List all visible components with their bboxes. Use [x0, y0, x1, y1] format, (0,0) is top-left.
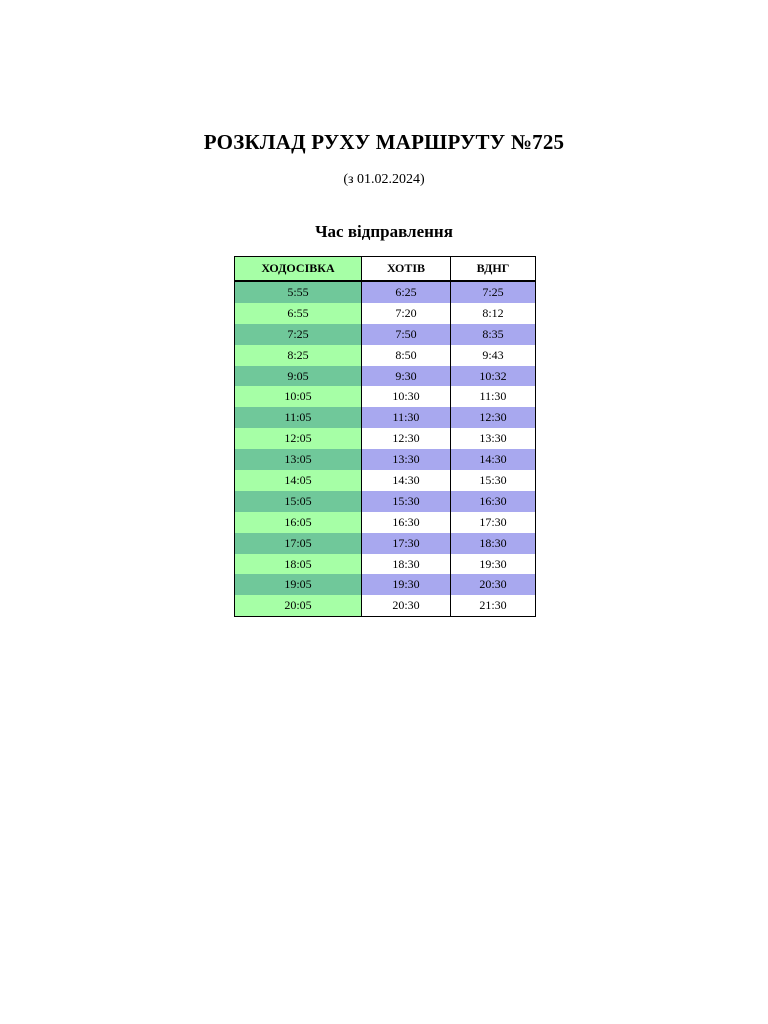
table-row — [235, 345, 536, 366]
section-heading: Час відправлення — [315, 222, 453, 241]
time-cell: 10:05 — [235, 386, 362, 407]
time-cell: 7:25 — [235, 324, 362, 345]
time-cell: 19:30 — [451, 554, 536, 575]
column-header-khotiv: ХОТІВ — [362, 257, 451, 282]
time-cell: 11:30 — [362, 407, 451, 428]
time-cell: 9:43 — [451, 345, 536, 366]
time-cell: 21:30 — [451, 595, 536, 616]
table-row — [235, 303, 536, 324]
table-row — [235, 407, 536, 428]
time-cell: 14:05 — [235, 470, 362, 491]
time-cell: 8:35 — [451, 324, 536, 345]
time-cell: 17:30 — [362, 533, 451, 554]
time-cell: 13:30 — [451, 428, 536, 449]
time-cell: 10:32 — [451, 366, 536, 387]
table-row — [235, 491, 536, 512]
time-cell: 11:05 — [235, 407, 362, 428]
time-cell: 6:25 — [362, 281, 451, 303]
time-cell: 9:05 — [235, 366, 362, 387]
time-cell: 10:30 — [362, 386, 451, 407]
table-row — [235, 574, 536, 595]
time-cell: 15:30 — [362, 491, 451, 512]
time-cell: 8:50 — [362, 345, 451, 366]
time-cell: 12:05 — [235, 428, 362, 449]
time-cell: 8:25 — [235, 345, 362, 366]
time-cell: 17:05 — [235, 533, 362, 554]
time-cell: 5:55 — [235, 281, 362, 303]
schedule-table — [234, 256, 536, 617]
time-cell: 16:30 — [451, 491, 536, 512]
table-row — [235, 449, 536, 470]
time-cell: 12:30 — [362, 428, 451, 449]
time-cell: 20:30 — [451, 574, 536, 595]
time-cell: 7:20 — [362, 303, 451, 324]
time-cell: 19:05 — [235, 574, 362, 595]
time-cell: 15:05 — [235, 491, 362, 512]
table-row — [235, 428, 536, 449]
schedule-body — [235, 281, 536, 617]
time-cell: 14:30 — [362, 470, 451, 491]
table-row — [235, 366, 536, 387]
time-cell: 19:30 — [362, 574, 451, 595]
time-cell: 7:25 — [451, 281, 536, 303]
table-row — [235, 512, 536, 533]
table-row — [235, 324, 536, 345]
time-cell: 18:30 — [362, 554, 451, 575]
table-row — [235, 554, 536, 575]
time-cell: 8:12 — [451, 303, 536, 324]
column-header-vdng: ВДНГ — [451, 257, 536, 282]
table-row — [235, 281, 536, 303]
page-title: РОЗКЛАД РУХУ МАРШРУТУ №725 — [203, 130, 565, 154]
table-row — [235, 595, 536, 616]
time-cell: 13:30 — [362, 449, 451, 470]
table-header-row — [235, 257, 536, 282]
time-cell: 6:55 — [235, 303, 362, 324]
time-cell: 9:30 — [362, 366, 451, 387]
table-row — [235, 470, 536, 491]
time-cell: 20:30 — [362, 595, 451, 616]
effective-date: (з 01.02.2024) — [343, 172, 425, 187]
time-cell: 16:05 — [235, 512, 362, 533]
time-cell: 18:30 — [451, 533, 536, 554]
table-row — [235, 386, 536, 407]
time-cell: 11:30 — [451, 386, 536, 407]
time-cell: 17:30 — [451, 512, 536, 533]
column-header-khodosivka: ХОДОСІВКА — [235, 257, 362, 282]
table-row — [235, 533, 536, 554]
time-cell: 12:30 — [451, 407, 536, 428]
time-cell: 7:50 — [362, 324, 451, 345]
time-cell: 13:05 — [235, 449, 362, 470]
time-cell: 14:30 — [451, 449, 536, 470]
time-cell: 16:30 — [362, 512, 451, 533]
time-cell: 20:05 — [235, 595, 362, 616]
time-cell: 15:30 — [451, 470, 536, 491]
time-cell: 18:05 — [235, 554, 362, 575]
